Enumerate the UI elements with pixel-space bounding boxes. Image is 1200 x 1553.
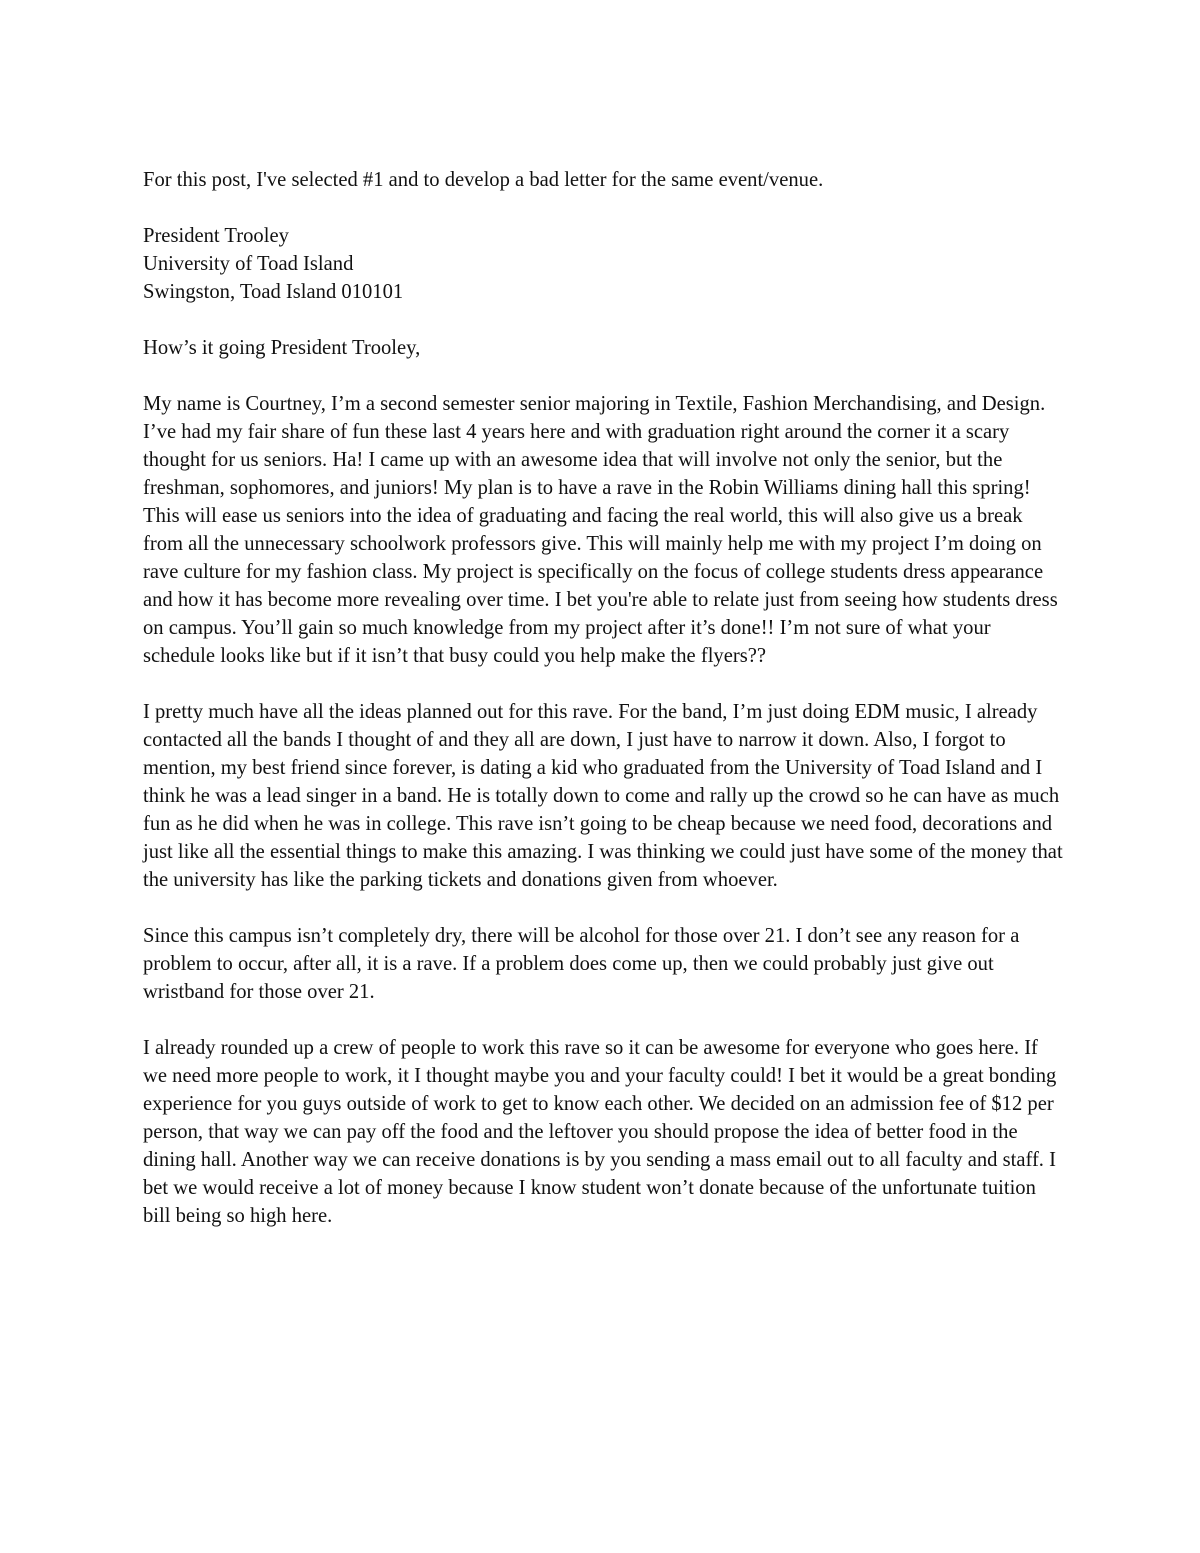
- recipient-address: [143, 222, 1063, 306]
- body-paragraph-4: I already rounded up a crew of people to work this rave so it can be awesome for everyone who goes here. If we need more people to work, it I thought maybe you and your faculty could! I bet it would be a great bonding experience for you guys outside of work to get to know each other. We decided on an admission fee of $12 per person, that way we can pay off the food and the leftover you should propose the idea of better food in the dining hall. Another way we can receive donations is by you sending a mass email out to all faculty and staff. I bet we would receive a lot of money because I know student won’t donate because of the unfortunate tuition bill being so high here.: [143, 1037, 1057, 1227]
- address-line-name: President Trooley: [143, 225, 289, 247]
- body-paragraph-3: Since this campus isn’t completely dry, there will be alcohol for those over 21. I don’t see any reason for a problem to occur, after all, it is a rave. If a problem does come up, then we could probably just give out wristband for those over 21.: [143, 925, 1020, 1003]
- intro-line: For this post, I've selected #1 and to develop a bad letter for the same event/venue.: [143, 169, 824, 191]
- address-line-city: Swingston, Toad Island 010101: [143, 281, 404, 303]
- address-line-institution: University of Toad Island: [143, 253, 354, 275]
- letter-content: [143, 166, 1063, 1230]
- salutation: How’s it going President Trooley,: [143, 337, 421, 359]
- body-paragraph-2: I pretty much have all the ideas planned out for this rave. For the band, I’m just doing EDM music, I already contacted all the bands I thought of and they all are down, I just have to narrow it down. Also, I forgot to mention, my best friend since forever, is dating a kid who graduated from the University of Toad Island and I think he was a lead singer in a band. He is totally down to come and rally up the crowd so he can have as much fun as he did when he was in college. This rave isn’t going to be cheap because we need food, decorations and just like all the essential things to make this amazing. I was thinking we could just have some of the money that the university has like the parking tickets and donations given from whoever.: [143, 701, 1063, 891]
- body-paragraph-1: My name is Courtney, I’m a second semester senior majoring in Textile, Fashion Merchandising, and Design. I’ve had my fair share of fun these last 4 years here and with graduation right around the corner it a scary thought for us seniors. Ha! I came up with an awesome idea that will involve not only the senior, but the freshman, sophomores, and juniors! My plan is to have a rave in the Robin Williams dining hall this spring! This will ease us seniors into the idea of graduating and facing the real world, this will also give us a break from all the unnecessary schoolwork professors give. This will mainly help me with my project I’m doing on rave culture for my fashion class. My project is specifically on the focus of college students dress appearance and how it has become more revealing over time. I bet you're able to relate just from seeing how students dress on campus. You’ll gain so much knowledge from my project after it’s done!! I’m not sure of what your schedule looks like but if it isn’t that busy could you help make the flyers??: [143, 393, 1058, 667]
